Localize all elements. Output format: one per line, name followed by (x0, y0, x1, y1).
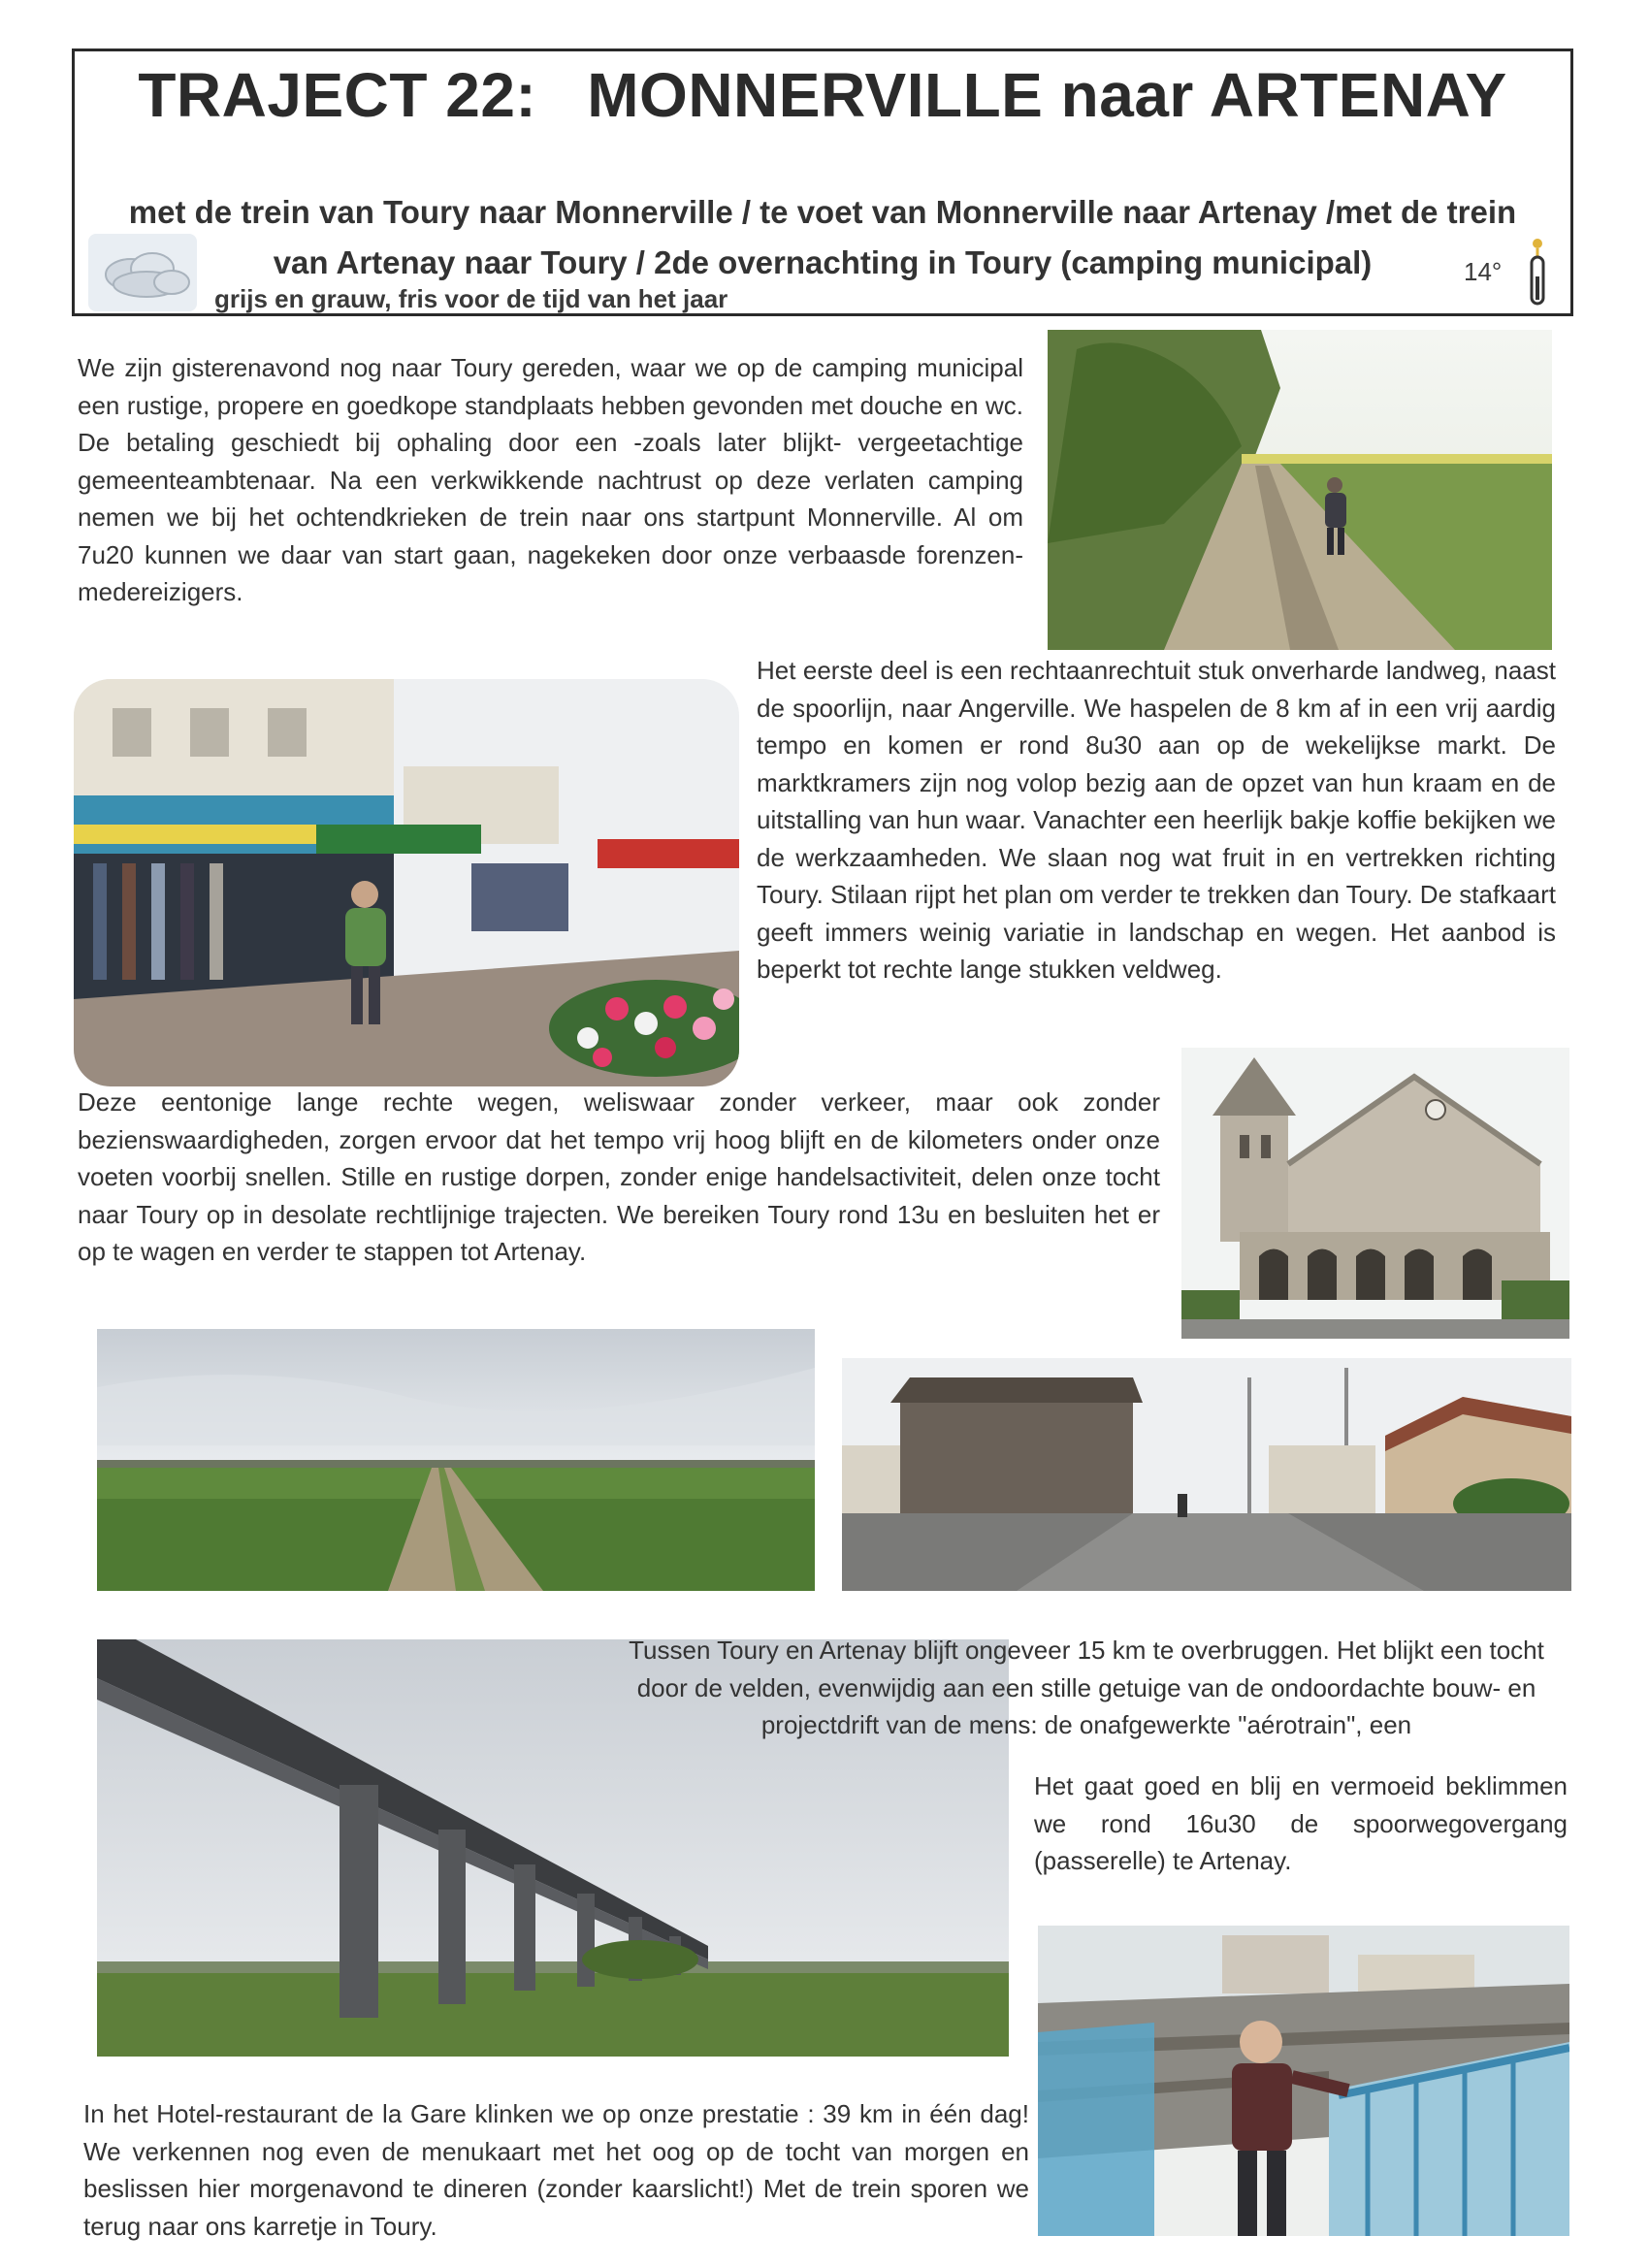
paragraph-4: Tussen Toury en Artenay blijft ongeveer 15 km te overbruggen. Het blijkt een tocht door de velden, evenwijdig aan een stille getuige van de ondoordachte bouw- en projectdrift van de mens: de onafgewerkte "aérotrain", een (629, 1636, 1544, 1739)
paragraph-3: Deze eentonige lange rechte wegen, weliswaar zonder verkeer, maar ook zonder bezienswaardigheden, zorgen ervoor dat het tempo vrij hoog blijft en de kilometers onder onze voeten voorbij snellen. Stille en rustige dorpen, zonder enige handelsactiviteit, delen onze tocht naar Toury op in desolate rechtlijnige trajecten. We bereiken Toury rond 13u en besluiten het er op te wagen en verder te stappen tot Artenay. (78, 1087, 1160, 1266)
thermometer-icon (1518, 234, 1557, 311)
paragraph-6: In het Hotel-restaurant de la Gare klinken we op onze prestatie : 39 km in één dag! We verkennen nog even de menukaart met het oog op de tocht van morgen en beslissen hier morgenavond te dineren (zonder kaarslicht!) Met de trein sporen we terug naar ons karretje in Toury. (83, 2099, 1029, 2241)
photo-fields-track (97, 1329, 815, 1591)
subtitle-line2: van Artenay naar Toury / 2de overnachting in Toury (camping municipal) (273, 244, 1373, 280)
page-title (75, 59, 1570, 131)
paragraph-1: We zijn gisterenavond nog naar Toury gereden, waar we op de camping municipal een rustige, propere en goedkope standplaats hebben gevonden met douche en wc. De betaling geschiedt bij ophaling door een -zoals later blijkt- vergeetachtige gemeenteambtenaar. Na een verkwikkende nachtrust op deze verlaten camping nemen we bij het ochtendkrieken de trein naar ons startpunt Monnerville. Al om 7u20 kunnen we daar van start gaan, nagekeken door onze verbaasde forenzen-medereizigers. (78, 353, 1023, 606)
photo-church (1181, 1048, 1569, 1339)
subtitle (82, 187, 1563, 288)
cloud-icon (88, 234, 197, 311)
subtitle-line1: met de trein van Toury naar Monnerville / te voet van Monnerville naar Artenay /met de trein (128, 194, 1517, 230)
paragraph-5: Het gaat goed en blij en vermoeid beklimmen we rond 16u30 de spoorwegovergang (passerelle) te Artenay. (1034, 1771, 1568, 1875)
photo-walker-on-dirt-road (1048, 330, 1552, 650)
temperature: 14° (1464, 257, 1503, 286)
paragraph-2: Het eerste deel is een rechtaanrechtuit stuk onverharde landweg, naast de spoorlijn, naar Angerville. We haspelen de 8 km af in een vrij aardig tempo en komen er rond 8u30 aan op de wekelijkse markt. De marktkramers zijn nog volop bezig aan de opzet van hun kraam en de uitstalling van hun waar. Vanachter een heerlijk bakje koffie bekijken we de werkzaamheden. We slaan nog wat fruit in en vertrekken richting Toury. Stilaan rijpt het plan om verder te trekken dan Toury. De stafkaart geeft immers weinig variatie in landschap en wegen. Het aanbod is beperkt tot rechte lange stukken veldweg. (757, 656, 1556, 984)
title-part2: MONNERVILLE naar ARTENAY (587, 60, 1507, 130)
photo-village-street (842, 1358, 1571, 1591)
photo-market-angerville (74, 679, 739, 1086)
header-box (72, 49, 1573, 316)
weather-description: grijs en grauw, fris voor de tijd van het jaar (214, 284, 728, 313)
photo-footbridge-artenay (1038, 1926, 1569, 2236)
title-part1: TRAJECT 22: (138, 60, 537, 130)
